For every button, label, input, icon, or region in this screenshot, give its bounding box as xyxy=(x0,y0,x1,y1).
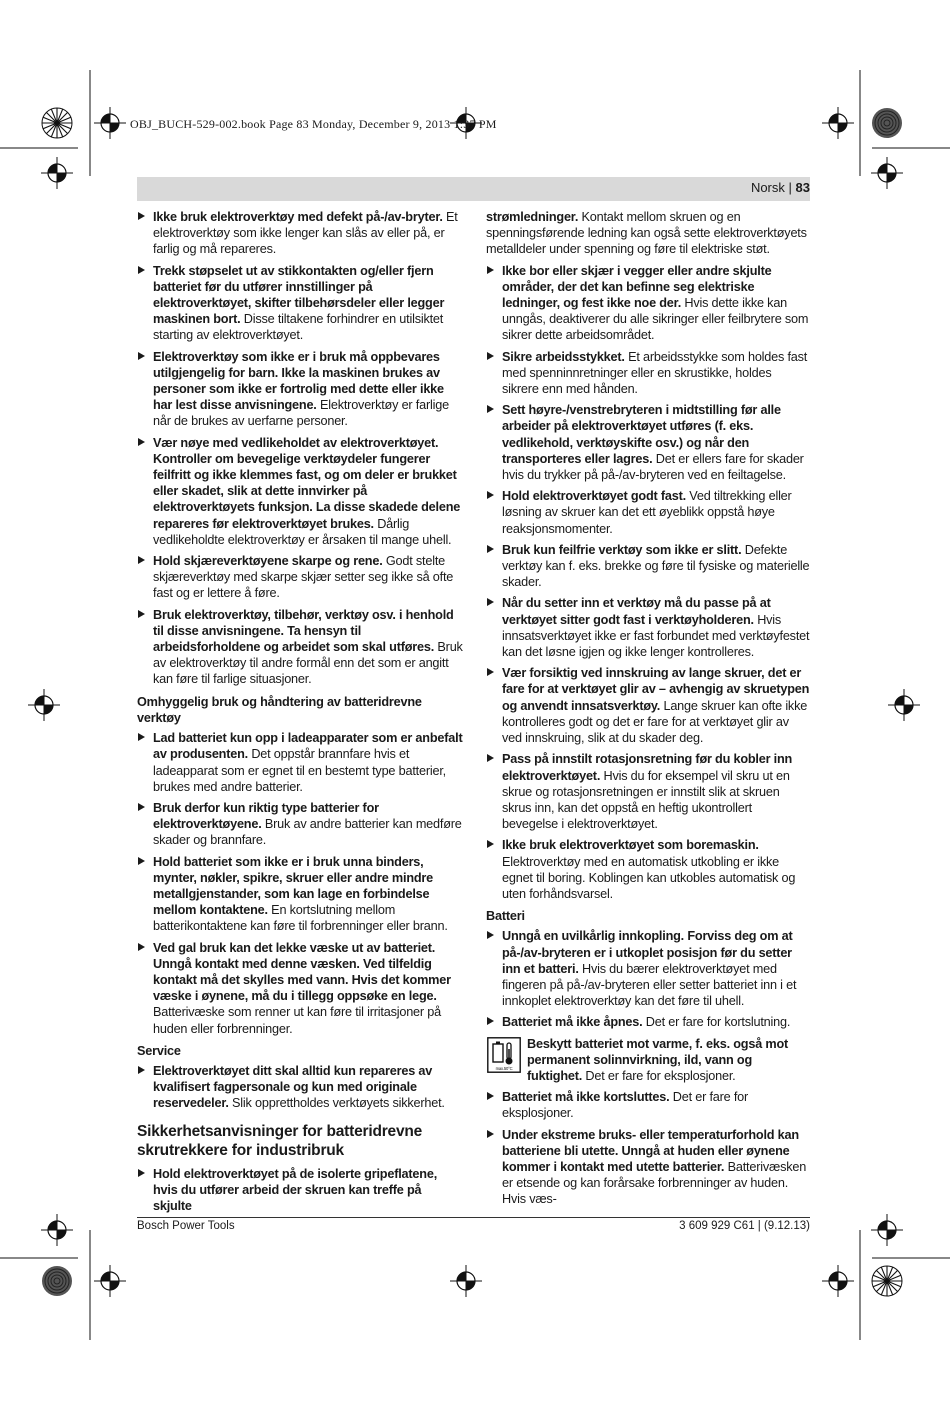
battery-item-2 xyxy=(137,800,463,849)
item-bold-text: Pass på innstilt rotasjonsretning før du kobler inn elektroverktøyet. xyxy=(502,752,793,783)
item-body-text: Elektroverktøy er farlige når de brukes av uerfarne personer. xyxy=(153,398,449,429)
bullet-triangle-icon xyxy=(487,352,494,360)
item-bold-text: Ved gal bruk kan det lekke væske ut av batteriet. Unngå kontakt med denne væsken. Ved tilfeldig kontakt må det skylles med vann. Hvis det kommer væske i øynene, må du i tillegg oppsøke en lege. xyxy=(153,940,451,1004)
item-bold-text: Unngå en uvilkårlig innkopling. Forviss deg om at på-/av-bryteren er i utkoplet posisjon før du setter inn et batteri. xyxy=(502,929,793,976)
item-bold-text: Vær nøye med vedlikeholdet av elektroverktøyet. Kontroller om bevegelige verktøydeler fungerer feilfritt og ikke klemmes fast, og om deler er brukket eller skadet, slik at dette innvirker på elektroverktøyets funksjon. La disse skadede delene repareres før elektroverktøyet brukes. xyxy=(153,435,461,531)
header-separator: | xyxy=(788,180,792,195)
item-body-text: Det er fare for eksplosjoner. xyxy=(502,1090,749,1121)
item-body-text: Batterivæske som renner ut kan føre til irritasjoner på huden eller forbrenninger. xyxy=(153,1005,441,1036)
continuation-paragraph xyxy=(486,209,810,258)
item-body-text: Bruk av andre batterier kan medføre skader og brannfare. xyxy=(153,817,462,848)
icon-item-bold: Beskytt batteriet mot varme, f. eks. også mot permanent solinnvirkning, ild, vann og fuktighet. xyxy=(527,1036,789,1083)
page-number: 83 xyxy=(795,180,810,195)
item-body-text: Et elektroverktøy som ikke lenger kan slås av eller på, er farlig og må repareres. xyxy=(153,210,458,257)
item-bold-text: Sett høyre-/venstrebryteren i midtstilling før alle arbeider på elektroverktøyet utføres (f. eks. vedlikehold, verktøyskifte osv.) og når den transporteres eller lagres. xyxy=(502,403,781,466)
item-body-text: Det er fare for kortslutning. xyxy=(642,1015,791,1030)
item-bold-text: Ikke bor eller skjær i vegger eller andre skjulte områder, der det kan befinne seg elektriske ledninger, og fest ikke noe der. xyxy=(502,263,772,311)
item-body-text: En kortslutning mellom batterikontaktene kan føre til forbrenninger eller brann. xyxy=(153,903,448,934)
item-body-text: Hvis dette ikke kan unngås, deaktiverer du alle sikringer eller feilbrytere som sikrer dette arbeidsområdet. xyxy=(502,296,809,343)
footer-rule xyxy=(137,1217,810,1218)
item-bold-text: Hold elektroverktøyet godt fast. xyxy=(502,489,686,504)
bullet-triangle-icon xyxy=(487,931,494,939)
page-label xyxy=(751,180,810,195)
item-body-text: Dårlig vedlikeholdte elektroverktøy er årsaken til mange uhell. xyxy=(153,516,452,547)
bullet-triangle-icon xyxy=(138,803,145,811)
bullet-triangle-icon xyxy=(487,1017,494,1025)
bullet-triangle-icon xyxy=(487,1092,494,1100)
item-body-text: Lange skruer kan ofte ikke kontrolleres godt og det er fare for at verktøyet glir av ved innskruing, slik at du skader deg. xyxy=(502,698,808,746)
right-column xyxy=(486,209,810,1213)
item-body-text: Batterivæsken er etsende og kan forårsake forbrenninger av huden. Hvis væs- xyxy=(502,1159,807,1207)
item-body-text: Elektroverktøy med en automatisk utkobling er ikke egnet til boring. Koblingen kan utkobles automatisk og uten forhåndsvarsel. xyxy=(502,854,796,901)
item-bold-text: Batteriet må ikke åpnes. xyxy=(502,1015,643,1030)
bullet-triangle-icon xyxy=(138,556,145,564)
bullet-triangle-icon xyxy=(487,491,494,499)
item-bold-text: Hold elektroverktøyet på de isolerte gripeflatene, hvis du utfører arbeid der skruen kan treffe på skjulte xyxy=(153,1166,438,1213)
right-item-7 xyxy=(486,665,810,746)
left-item-1 xyxy=(137,209,463,258)
bullet-triangle-icon xyxy=(138,610,145,618)
service-item-1 xyxy=(137,1063,463,1112)
item-bold-text: Ikke bruk elektroverktøyet som boremaskin. xyxy=(502,838,759,853)
item-bold-text: Bruk kun feilfrie verktøy som ikke er slitt. xyxy=(502,542,742,557)
section-title: Sikkerhetsanvisninger for batteridrevne skrutrekkere for industribruk xyxy=(137,1122,423,1159)
item-bold-text: Bruk elektroverktøy, tilbehør, verktøy osv. i henhold til disse anvisningene. Ta hensyn til arbeidsforholdene og arbeidet som skal utføres. xyxy=(153,607,454,655)
battery-item-1 xyxy=(137,730,463,795)
item-bold-text: Elektroverktøyet ditt skal alltid kun repareres av kvalifisert fagpersonale og kun med originale reservedeler. xyxy=(153,1063,433,1111)
right-item-6 xyxy=(486,595,810,660)
book-file-line: OBJ_BUCH-529-002.book Page 83 Monday, December 9, 2013 1:37 PM xyxy=(130,117,497,131)
item-bold-text: Vær forsiktig ved innskruing av lange skruer, det er fare for at verktøyet glir av – avhengig av skruetypen og anvendt innsatsverktøy. xyxy=(502,666,810,713)
item-bold-text: Ikke bruk elektroverktøy med defekt på-/av-bryter. xyxy=(153,210,443,224)
battery-heading-right: Batteri xyxy=(486,909,525,924)
footer-left: Bosch Power Tools xyxy=(137,1220,235,1232)
bullet-triangle-icon xyxy=(138,733,145,741)
bullet-triangle-icon xyxy=(487,266,494,274)
bullet-triangle-icon xyxy=(138,943,145,951)
continuation-text: Kontakt mellom skruen og en spenningsførende ledning kan også sette elektroverktøyets metalldeler under spenning og føre til elektriske støt. xyxy=(486,210,807,257)
item-body-text: Et arbeidsstykke som holdes fast med spenninnretninger eller en skrustikke, holdes sikrere enn med hånden. xyxy=(502,349,808,397)
left-item-5 xyxy=(137,553,463,602)
icon-temperature-label: max.50°C xyxy=(495,1065,513,1071)
battery-heading: Omhyggelig bruk og håndtering av batteridrevne verktøy xyxy=(137,694,422,725)
header-bar xyxy=(137,177,810,201)
battery-heat-warning-item xyxy=(486,1036,810,1085)
item-body-text: Bruk av elektroverktøy til andre formål enn det som er angitt kan føre til farlige situasjoner. xyxy=(153,640,463,687)
item-body-text: Hvis du for eksempel vil skru ut en skrue og rotasjonsretningen er innstilt slik at skruen skrus inn, kan det oppstå en heftig ukontrollert bevegelse i elektroverktøyet. xyxy=(502,768,790,832)
item-bold-text: Hold skjæreverktøyene skarpe og rene. xyxy=(153,554,383,569)
item-bold-text: Hold batteriet som ikke er i bruk unna binders, mynter, nøkler, spikre, skruer eller andre mindre metallgjenstander, som kan lage en forbindelse mellom kontaktene. xyxy=(153,854,434,918)
section-item-1 xyxy=(137,1166,463,1215)
item-body-text: Hvis du bærer elektroverktøyet med fingeren på på-/av-bryteren eller setter batteriet inn i et innkoplet elektroverktøy kan det føre til uhell. xyxy=(502,961,797,1009)
battery-item-3 xyxy=(137,854,463,935)
item-body-text: Hvis innsatsverktøyet ikke er fast forbundet med verktøyfestet kan det løsne igjen og ikke lenger kontrolleres. xyxy=(502,612,810,660)
right-item-8 xyxy=(486,751,810,832)
left-item-6 xyxy=(137,607,463,688)
right-battery-item-2 xyxy=(486,1014,810,1030)
bullet-triangle-icon xyxy=(487,598,494,606)
item-body-text: Godt stelte skjæreverktøy med skarpe skjær setter seg ikke så ofte fast og er lettere å føre. xyxy=(153,554,454,601)
item-bold-text: Lad batteriet kun opp i ladeapparater som er anbefalt av produsenten. xyxy=(153,731,463,762)
item-body-text: Det oppstår brannfare hvis et ladeapparat som er egnet til en bestemt type batterier, brukes med andre batterier. xyxy=(153,747,446,794)
bullet-triangle-icon xyxy=(487,668,494,676)
right-battery-item-b-1 xyxy=(486,1089,810,1121)
left-column xyxy=(137,209,463,1219)
right-item-5 xyxy=(486,542,810,591)
bullet-triangle-icon xyxy=(138,266,145,274)
bullet-triangle-icon xyxy=(138,857,145,865)
bullet-triangle-icon xyxy=(138,1169,145,1177)
item-bold-text: Når du setter inn et verktøy må du passe på at verktøyet sitter godt fast i verktøyholderen. xyxy=(502,596,771,627)
right-item-3 xyxy=(486,402,810,483)
item-bold-text: Sikre arbeidsstykket. xyxy=(502,349,625,364)
bullet-triangle-icon xyxy=(138,438,145,446)
bullet-triangle-icon xyxy=(487,1130,494,1138)
right-item-1 xyxy=(486,263,810,344)
item-bold-text: Trekk støpselet ut av stikkontakten og/eller fjern batteriet før du utfører innstillinger på elektroverktøyet, skifter tilbehørsdeler eller legger maskinen bort. xyxy=(153,263,445,327)
battery-item-4 xyxy=(137,940,463,1037)
bullet-triangle-icon xyxy=(487,754,494,762)
item-bold-text: Bruk derfor kun riktig type batterier for elektroverktøyene. xyxy=(153,800,379,832)
bullet-triangle-icon xyxy=(487,545,494,553)
footer-right: 3 609 929 C61 | (9.12.13) xyxy=(679,1220,810,1232)
bullet-triangle-icon xyxy=(487,840,494,848)
bullet-triangle-icon xyxy=(138,212,145,220)
right-battery-item-1 xyxy=(486,928,810,1009)
item-body-text: Disse tiltakene forhindrer en utilsiktet starting av elektroverktøyet. xyxy=(153,312,444,343)
left-item-3 xyxy=(137,349,463,430)
left-item-4 xyxy=(137,435,463,548)
bullet-triangle-icon xyxy=(138,1066,145,1074)
item-body-text: Defekte verktøy kan f. eks. brekke og føre til fysiske og materielle skader. xyxy=(502,542,810,590)
item-body-text: Ved tiltrekking eller løsning av skruer kan det ett øyeblikk oppstå høye reaksjonsmomenter. xyxy=(502,489,792,536)
left-item-2 xyxy=(137,263,463,344)
language-label: Norsk xyxy=(750,180,785,195)
continuation-bold: strømledninger. xyxy=(486,210,579,224)
right-item-2 xyxy=(486,349,810,398)
right-item-4 xyxy=(486,488,810,537)
right-item-9 xyxy=(486,837,810,902)
right-battery-item-b-2 xyxy=(486,1127,810,1208)
item-body-text: Det er ellers fare for skader hvis du trykker på på-/av-bryteren ved en feiltagelse. xyxy=(502,451,804,483)
bullet-triangle-icon xyxy=(138,352,145,360)
service-heading: Service xyxy=(137,1043,181,1058)
item-bold-text: Under ekstreme bruks- eller temperaturforhold kan batteriene bli utette. Unngå at huden eller øynene kommer i kontakt med utette batterier. xyxy=(502,1127,799,1174)
battery-heat-warning-icon xyxy=(487,1037,521,1073)
item-bold-text: Elektroverktøy som ikke er i bruk må oppbevares utilgjengelig for barn. Ikke la maskinen brukes av personer som ikke er fortrolig med dette eller ikke har lest disse anvisningene. xyxy=(153,349,444,413)
bullet-triangle-icon xyxy=(487,405,494,413)
item-bold-text: Batteriet må ikke kortsluttes. xyxy=(502,1090,670,1105)
icon-item-text: Det er fare for eksplosjoner. xyxy=(582,1068,736,1083)
item-body-text: Slik opprettholdes verktøyets sikkerhet. xyxy=(228,1096,445,1111)
